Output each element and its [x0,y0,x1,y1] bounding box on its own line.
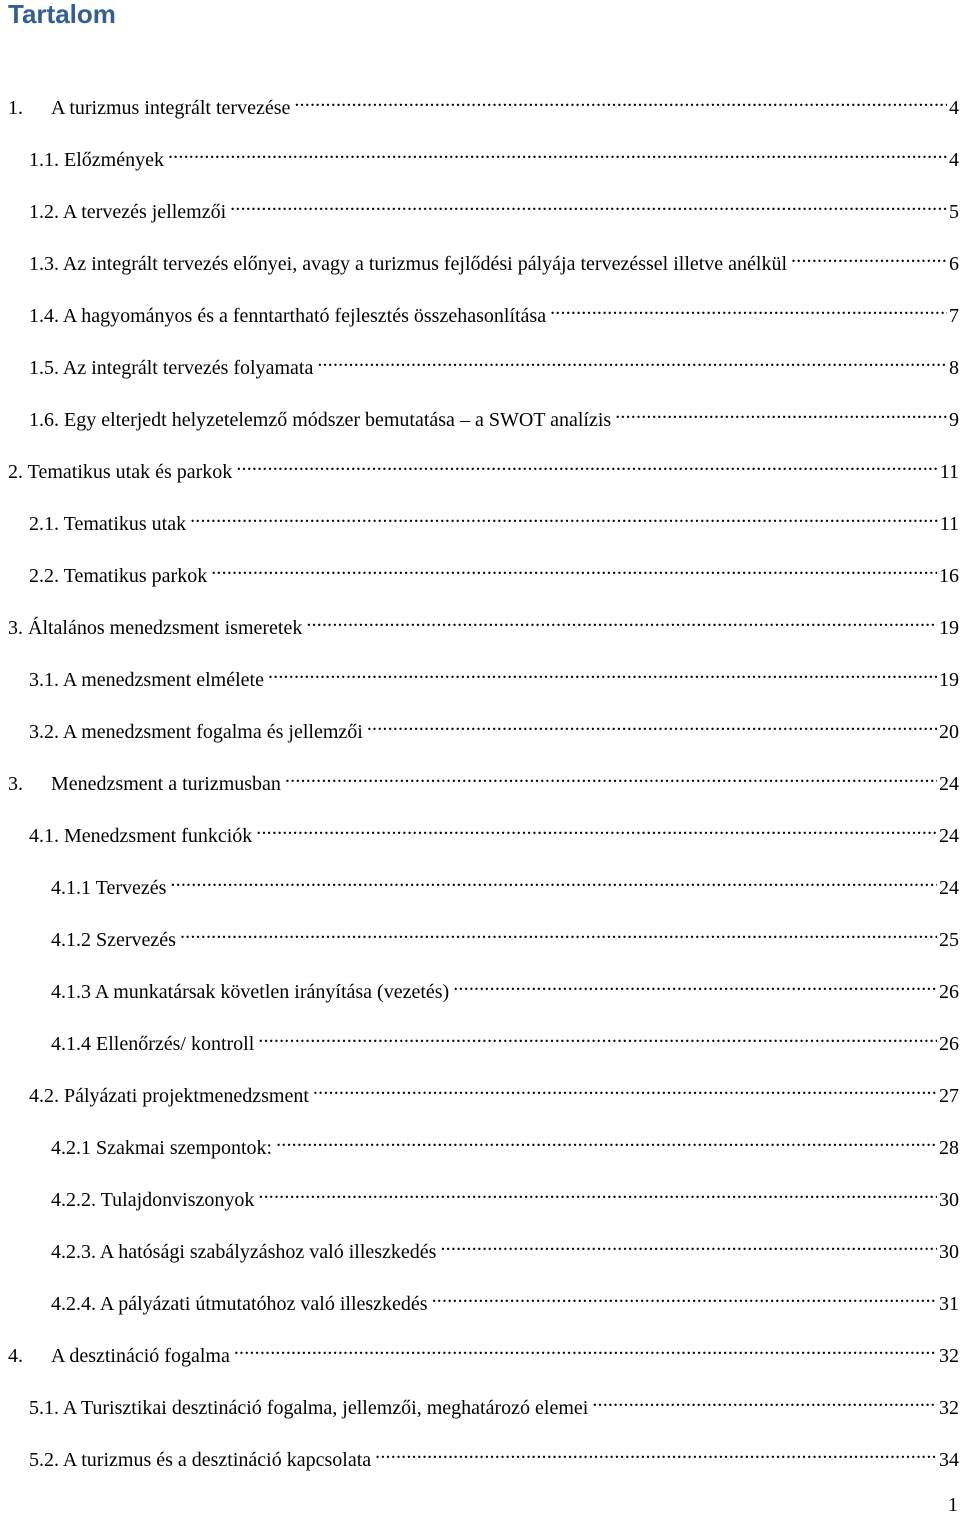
toc-entry-page: 4 [949,149,959,171]
toc-entry-number: 5.2. [29,1449,59,1471]
toc-entry-number: 4.1.3 [51,981,91,1003]
toc-entry-4-1[interactable] [29,816,960,847]
dot-leader [294,88,947,114]
toc-entry-text: Szakmai szempontok: [96,1137,273,1159]
toc-entry-number: 1.2. [29,201,59,223]
toc-entry-number: 3. [8,773,23,795]
toc-entry-3-1[interactable] [29,660,960,691]
toc-entry-text: Menedzsment funkciók [64,825,253,847]
toc-entry-page: 26 [939,981,959,1003]
toc-entry-5[interactable] [8,1336,960,1367]
dot-leader [258,1180,937,1206]
toc-entry-page: 30 [939,1241,959,1263]
toc-entry-text: Általános menedzsment ismeretek [28,617,303,639]
toc-entry-number: 4.2.1 [51,1137,91,1159]
toc-entry-1-5[interactable] [29,348,960,379]
dot-leader [453,972,937,998]
toc-entry-text: Előzmények [64,149,164,171]
dot-leader [234,1336,937,1362]
toc-entry-number: 1.1. [29,149,59,171]
toc-entry-4-2-3[interactable] [51,1232,960,1263]
toc-entry-text: A menedzsment fogalma és jellemzői [62,721,363,743]
toc-entry-4-1-4[interactable] [51,1024,960,1055]
dot-leader [258,1024,937,1050]
toc-entry-number: 4.2.3. [51,1241,96,1263]
toc-entry-page: 20 [939,721,959,743]
toc-title: Tartalom [8,0,116,29]
toc-entry-text: A menedzsment elmélete [62,669,264,691]
toc-entry-text: Tervezés [95,877,167,899]
toc-entry-text: A pályázati útmutatóhoz való illeszkedés [99,1293,428,1315]
dot-leader [170,868,937,894]
dot-leader [367,712,937,738]
toc-entry-text: Ellenőrzés/ kontroll [96,1033,255,1055]
toc-entry-number: 4.1.2 [51,929,91,951]
toc-entry-2[interactable] [8,452,960,483]
toc-entry-4-2[interactable] [29,1076,960,1107]
dot-leader [190,504,938,530]
dot-leader [268,660,937,686]
toc-entry-number: 1.3. [29,253,59,275]
toc-entry-number: 1.6. [29,409,59,431]
toc-entry-text: A desztináció fogalma [51,1345,230,1367]
dot-leader [285,764,937,790]
toc-entry-number: 3.1. [29,669,59,691]
toc-entry-4[interactable] [8,764,960,795]
toc-entry-text: A tervezés jellemzői [62,201,227,223]
toc-entry-5-1[interactable] [29,1388,960,1419]
toc-entry-page: 31 [939,1293,959,1315]
toc-entry-text: Tematikus parkok [63,565,208,587]
toc-entry-text: A turizmus integrált tervezése [51,97,291,119]
toc-entry-text: A hatósági szabályzáshoz való illeszkedés [99,1241,437,1263]
toc-entry-page: 5 [949,201,959,223]
toc-entry-text: Menedzsment a turizmusban [51,773,281,795]
page-number: 1 [948,1494,958,1516]
dot-leader [180,920,937,946]
toc-entry-number: 4.1. [29,825,59,847]
toc-entry-number: 2.1. [29,513,59,535]
dot-leader [276,1128,937,1154]
toc-entry-page: 32 [939,1345,959,1367]
toc-entry-number: 4.2.4. [51,1293,96,1315]
toc-entry-page: 11 [939,461,959,483]
dot-leader [313,1076,937,1102]
toc-entry-4-1-3[interactable] [51,972,960,1003]
toc-entry-number: 1. [8,97,23,119]
toc-entry-page: 28 [939,1137,959,1159]
toc-entry-number: 2. [8,461,23,483]
dot-leader [256,816,937,842]
toc-entry-2-2[interactable] [29,556,960,587]
toc-entry-number: 4.1.4 [51,1033,91,1055]
toc-entry-number: 4.1.1 [51,877,91,899]
toc-entry-4-2-1[interactable] [51,1128,960,1159]
toc-entry-text: Tematikus utak [63,513,187,535]
toc-entry-text: Az integrált tervezés folyamata [62,357,314,379]
toc-entry-page: 19 [939,669,959,691]
toc-entry-number: 1.4. [29,305,59,327]
toc-entry-1-2[interactable] [29,192,960,223]
toc-entry-3[interactable] [8,608,960,639]
toc-entry-text: A munkatársak követlen irányítása (vezetés) [94,981,450,1003]
toc-entry-page: 8 [949,357,959,379]
toc-entry-4-2-4[interactable] [51,1284,960,1315]
toc-entry-text: A Turisztikai desztináció fogalma, jellemzői, meghatározó elemei [62,1397,589,1419]
toc-entry-page: 34 [939,1449,959,1471]
toc-entry-4-1-2[interactable] [51,920,960,951]
toc-entry-5-2[interactable] [29,1440,960,1471]
toc-entry-page: 24 [939,825,959,847]
toc-entry-text: A turizmus és a desztináció kapcsolata [62,1449,372,1471]
toc-entry-text: Tematikus utak és parkok [27,461,233,483]
toc-entry-text: Egy elterjedt helyzetelemző módszer bemutatása – a SWOT analízis [64,409,612,431]
dot-leader [236,452,937,478]
toc-entry-1-3[interactable] [29,244,960,275]
toc-entry-number: 4.2. [29,1085,59,1107]
toc-entry-text: Az integrált tervezés előnyei, avagy a turizmus fejlődési pályája tervezéssel illetve anélkül [62,253,788,275]
toc-entry-text: Pályázati projektmenedzsment [64,1085,309,1107]
dot-leader [317,348,947,374]
dot-leader [306,608,937,634]
dot-leader [230,192,947,218]
toc-entry-number: 1.5. [29,357,59,379]
toc-entry-page: 19 [939,617,959,639]
toc-entry-page: 4 [949,97,959,119]
toc-entry-page: 24 [939,877,959,899]
dot-leader [615,400,947,426]
toc-entry-1-4[interactable] [29,296,960,327]
toc-entry-page: 7 [949,305,959,327]
toc-entry-page: 30 [939,1189,959,1211]
toc-entry-number: 3.2. [29,721,59,743]
toc-entry-1[interactable] [8,88,960,119]
toc-entry-text: A hagyományos és a fenntartható fejlesztés összehasonlítása [62,305,547,327]
toc-entry-2-1[interactable] [29,504,960,535]
toc-entry-page: 24 [939,773,959,795]
toc-entry-3-2[interactable] [29,712,960,743]
toc-entry-page: 9 [949,409,959,431]
toc-entry-text: Tulajdonviszonyok [100,1189,255,1211]
toc-entry-page: 6 [949,253,959,275]
dot-leader [168,140,947,166]
toc-entry-4-1-1[interactable] [51,868,960,899]
toc-entry-text: Szervezés [96,929,176,951]
dot-leader [375,1440,937,1466]
dot-leader [440,1232,937,1258]
toc-entry-number: 4. [8,1345,23,1367]
toc-entry-1-6[interactable] [29,400,960,431]
toc-entry-page: 32 [939,1397,959,1419]
dot-leader [791,244,947,270]
toc-entry-4-2-2[interactable] [51,1180,960,1211]
toc-entry-page: 25 [939,929,959,951]
toc-entry-number: 2.2. [29,565,59,587]
dot-leader [592,1388,937,1414]
toc-entry-page: 16 [939,565,959,587]
toc-entry-number: 3. [8,617,23,639]
toc-entry-page: 11 [939,513,959,535]
toc-entry-page: 27 [939,1085,959,1107]
dot-leader [550,296,947,322]
dot-leader [211,556,937,582]
toc-entry-page: 26 [939,1033,959,1055]
toc-entry-number: 4.2.2. [51,1189,96,1211]
dot-leader [432,1284,937,1310]
toc-entry-number: 5.1. [29,1397,59,1419]
toc-entry-1-1[interactable] [29,140,960,171]
